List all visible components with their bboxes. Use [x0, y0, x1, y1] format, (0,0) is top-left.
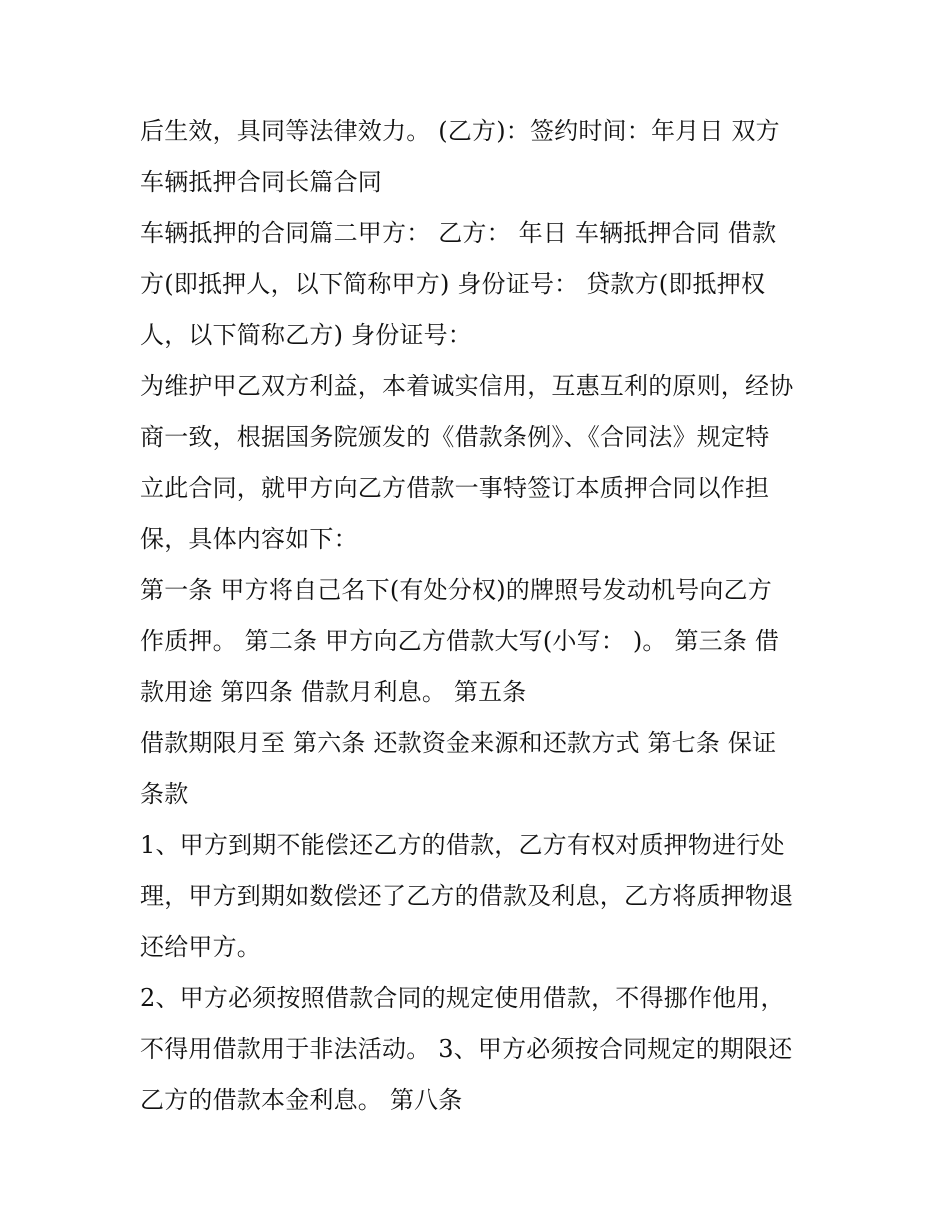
text-line: 后生效，具同等法律效力。 (乙方)：签约时间：年月日 双方	[140, 117, 780, 145]
document-body	[140, 106, 830, 1126]
text-line: 方(即抵押人，以下简称甲方) 身份证号： 贷款方(即抵押权	[140, 270, 766, 298]
text-line: 条款	[140, 780, 189, 808]
text-line: 款用途 第四条 借款月利息。 第五条	[140, 678, 527, 706]
text-line: 借款期限月至 第六条 还款资金来源和还款方式 第七条 保证	[140, 729, 777, 757]
text-line: 1、甲方到期不能偿还乙方的借款，乙方有权对质押物进行处	[140, 831, 785, 859]
text-line: 车辆抵押合同长篇合同	[140, 168, 382, 196]
text-line: 商一致，根据国务院颁发的《借款条例》、《合同法》规定特	[140, 423, 770, 451]
text-line: 人，以下简称乙方) 身份证号：	[140, 321, 472, 349]
text-line: 不得用借款用于非法活动。 3、甲方必须按合同规定的期限还	[140, 1035, 793, 1063]
text-line: 立此合同，就甲方向乙方借款一事特签订本质押合同以作担	[140, 474, 770, 502]
text-line: 作质押。 第二条 甲方向乙方借款大写(小写： )。 第三条 借	[140, 627, 780, 655]
text-line: 第一条 甲方将自己名下(有处分权)的牌照号发动机号向乙方	[140, 576, 772, 604]
text-line: 为维护甲乙双方利益，本着诚实信用，互惠互利的原则，经协	[140, 372, 794, 400]
text-line: 车辆抵押的合同篇二甲方： 乙方： 年日 车辆抵押合同 借款	[140, 219, 777, 247]
text-line: 乙方的借款本金利息。 第八条	[140, 1086, 463, 1114]
text-line: 2、甲方必须按照借款合同的规定使用借款，不得挪作他用，	[140, 984, 785, 1012]
text-line: 还给甲方。	[140, 933, 261, 961]
text-line: 保，具体内容如下：	[140, 525, 358, 553]
text-line: 理，甲方到期如数偿还了乙方的借款及利息，乙方将质押物退	[140, 882, 794, 910]
